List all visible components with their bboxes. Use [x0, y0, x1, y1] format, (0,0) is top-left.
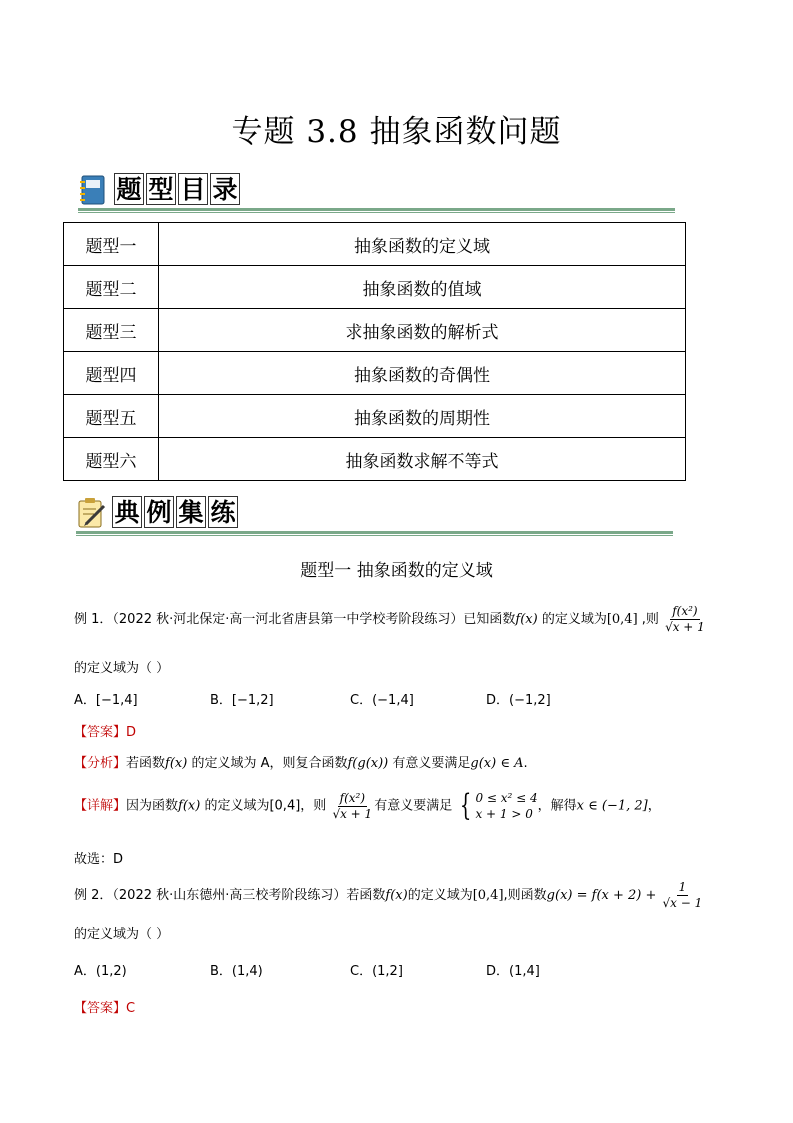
example-1-answer [74, 721, 136, 740]
example-1-conclusion: 故选：D [74, 852, 124, 867]
toc-name: 抽象函数的定义域 [159, 223, 686, 266]
section-char: 例 [144, 496, 174, 528]
example-1-analysis [74, 752, 528, 771]
option-d: D．(−1,2] [486, 693, 551, 708]
fraction-denominator: √x − 1 [662, 896, 703, 910]
stem-text: 的定义域为 [537, 612, 607, 627]
math-fraction [330, 791, 374, 822]
detail-text: 有意义要满足 [374, 798, 453, 814]
fraction-numerator: f(x²) [672, 604, 698, 618]
table-row [64, 352, 686, 395]
fraction-denominator: √x + 1 [332, 806, 373, 821]
detail-text: ，解得 [537, 798, 577, 814]
math-fx: f(x) [385, 888, 408, 903]
fraction-denominator: √x + 1 [665, 620, 705, 634]
fraction-numerator: 1 [678, 880, 687, 894]
math-domain: [0,4] [269, 798, 301, 814]
math-domain: [0,4] [606, 612, 638, 627]
divider [78, 212, 675, 213]
section-char: 目 [178, 173, 208, 205]
stem-text: ,则函数 [503, 888, 547, 903]
toc-name: 抽象函数的周期性 [159, 395, 686, 438]
section-char: 型 [146, 173, 176, 205]
math-fraction [663, 604, 707, 635]
analysis-text: 有意义要满足 [388, 756, 471, 771]
divider [76, 531, 673, 534]
toc-type: 题型四 [64, 352, 159, 395]
page-title: 专题 3.8 抽象函数问题 [231, 114, 562, 150]
detail-tag: 【详解】 [74, 798, 127, 814]
stem-text: 例 2．（2022 秋·山东德州·高三校考阶段练习）若函数 [74, 888, 386, 903]
toc-name: 抽象函数的值域 [159, 266, 686, 309]
clipboard-pencil-icon [76, 497, 106, 529]
toc-name: 求抽象函数的解析式 [159, 309, 686, 352]
analysis-text: . [523, 756, 528, 771]
math-gx: g(x) = f(x + 2) + [546, 888, 657, 903]
math-fraction [661, 880, 705, 911]
condition-1: 0 ≤ x² ≤ 4 [475, 791, 538, 805]
answer-tag: 【答案】 [74, 1001, 127, 1016]
section-char: 练 [208, 496, 238, 528]
table-row [64, 438, 686, 481]
stem-text: ,则 [637, 612, 659, 627]
table-row [64, 309, 686, 352]
option-c: C．(1,2] [350, 964, 403, 979]
brace-symbol: { [460, 788, 472, 823]
toc-name: 抽象函数的奇偶性 [159, 352, 686, 395]
answer-tag: 【答案】 [74, 725, 127, 740]
stem-text: 例 1．（2022 秋·河北保定·高一河北省唐县第一中学校考阶段练习）已知函数 [74, 612, 516, 627]
condition-2: x + 1 > 0 [475, 807, 533, 821]
section-char: 集 [176, 496, 206, 528]
math-fx: f(x) [165, 756, 188, 771]
example-1-detail [74, 790, 661, 822]
answer-value: D [126, 725, 137, 740]
option-d: D．(1,4] [486, 964, 540, 979]
option-a: A．[−1,4] [74, 693, 138, 708]
analysis-text: 的定义域为 A，则复合函数 [187, 756, 348, 771]
question-type-heading: 题型一 抽象函数的定义域 [300, 561, 493, 581]
example-1-tail: 的定义域为（ ） [74, 661, 170, 676]
table-row [64, 266, 686, 309]
math-gx: g(x) ∈ A [470, 756, 524, 771]
example-2-answer [74, 997, 135, 1016]
toc-name: 抽象函数求解不等式 [159, 438, 686, 481]
example-2-stem [74, 880, 704, 911]
math-fx: f(x) [515, 612, 538, 627]
math-domain: [0,4] [472, 888, 504, 903]
divider [76, 535, 673, 536]
stem-text: 的定义域为 [407, 888, 473, 903]
option-b: B．[−1,2] [210, 693, 274, 708]
analysis-tag: 【分析】 [74, 756, 127, 771]
section-char: 录 [210, 173, 240, 205]
math-system [456, 790, 537, 822]
option-a: A．(1,2) [74, 964, 127, 979]
detail-text: ， [647, 798, 661, 814]
example-1-stem [74, 604, 707, 635]
table-row [64, 223, 686, 266]
section-char: 题 [114, 173, 144, 205]
toc-type: 题型六 [64, 438, 159, 481]
divider [78, 208, 675, 211]
table-row [64, 395, 686, 438]
math-fgx: f(g(x)) [347, 756, 389, 771]
fraction-numerator: f(x²) [339, 790, 366, 805]
notebook-icon [78, 174, 108, 206]
detail-text: 的定义域为 [200, 798, 270, 814]
toc-type: 题型五 [64, 395, 159, 438]
toc-type: 题型一 [64, 223, 159, 266]
toc-type: 题型三 [64, 309, 159, 352]
toc-type: 题型二 [64, 266, 159, 309]
example-2-tail: 的定义域为（ ） [74, 927, 170, 942]
option-b: B．(1,4) [210, 964, 263, 979]
math-fx: f(x) [178, 798, 201, 814]
detail-text: 因为函数 [126, 798, 179, 814]
analysis-text: 若函数 [126, 756, 166, 771]
section-char: 典 [112, 496, 142, 528]
answer-value: C [126, 1001, 136, 1016]
toc-table [63, 222, 686, 481]
option-c: C．(−1,4] [350, 693, 414, 708]
detail-text: ，则 [300, 798, 327, 814]
math-solution: x ∈ (−1, 2] [576, 798, 648, 814]
